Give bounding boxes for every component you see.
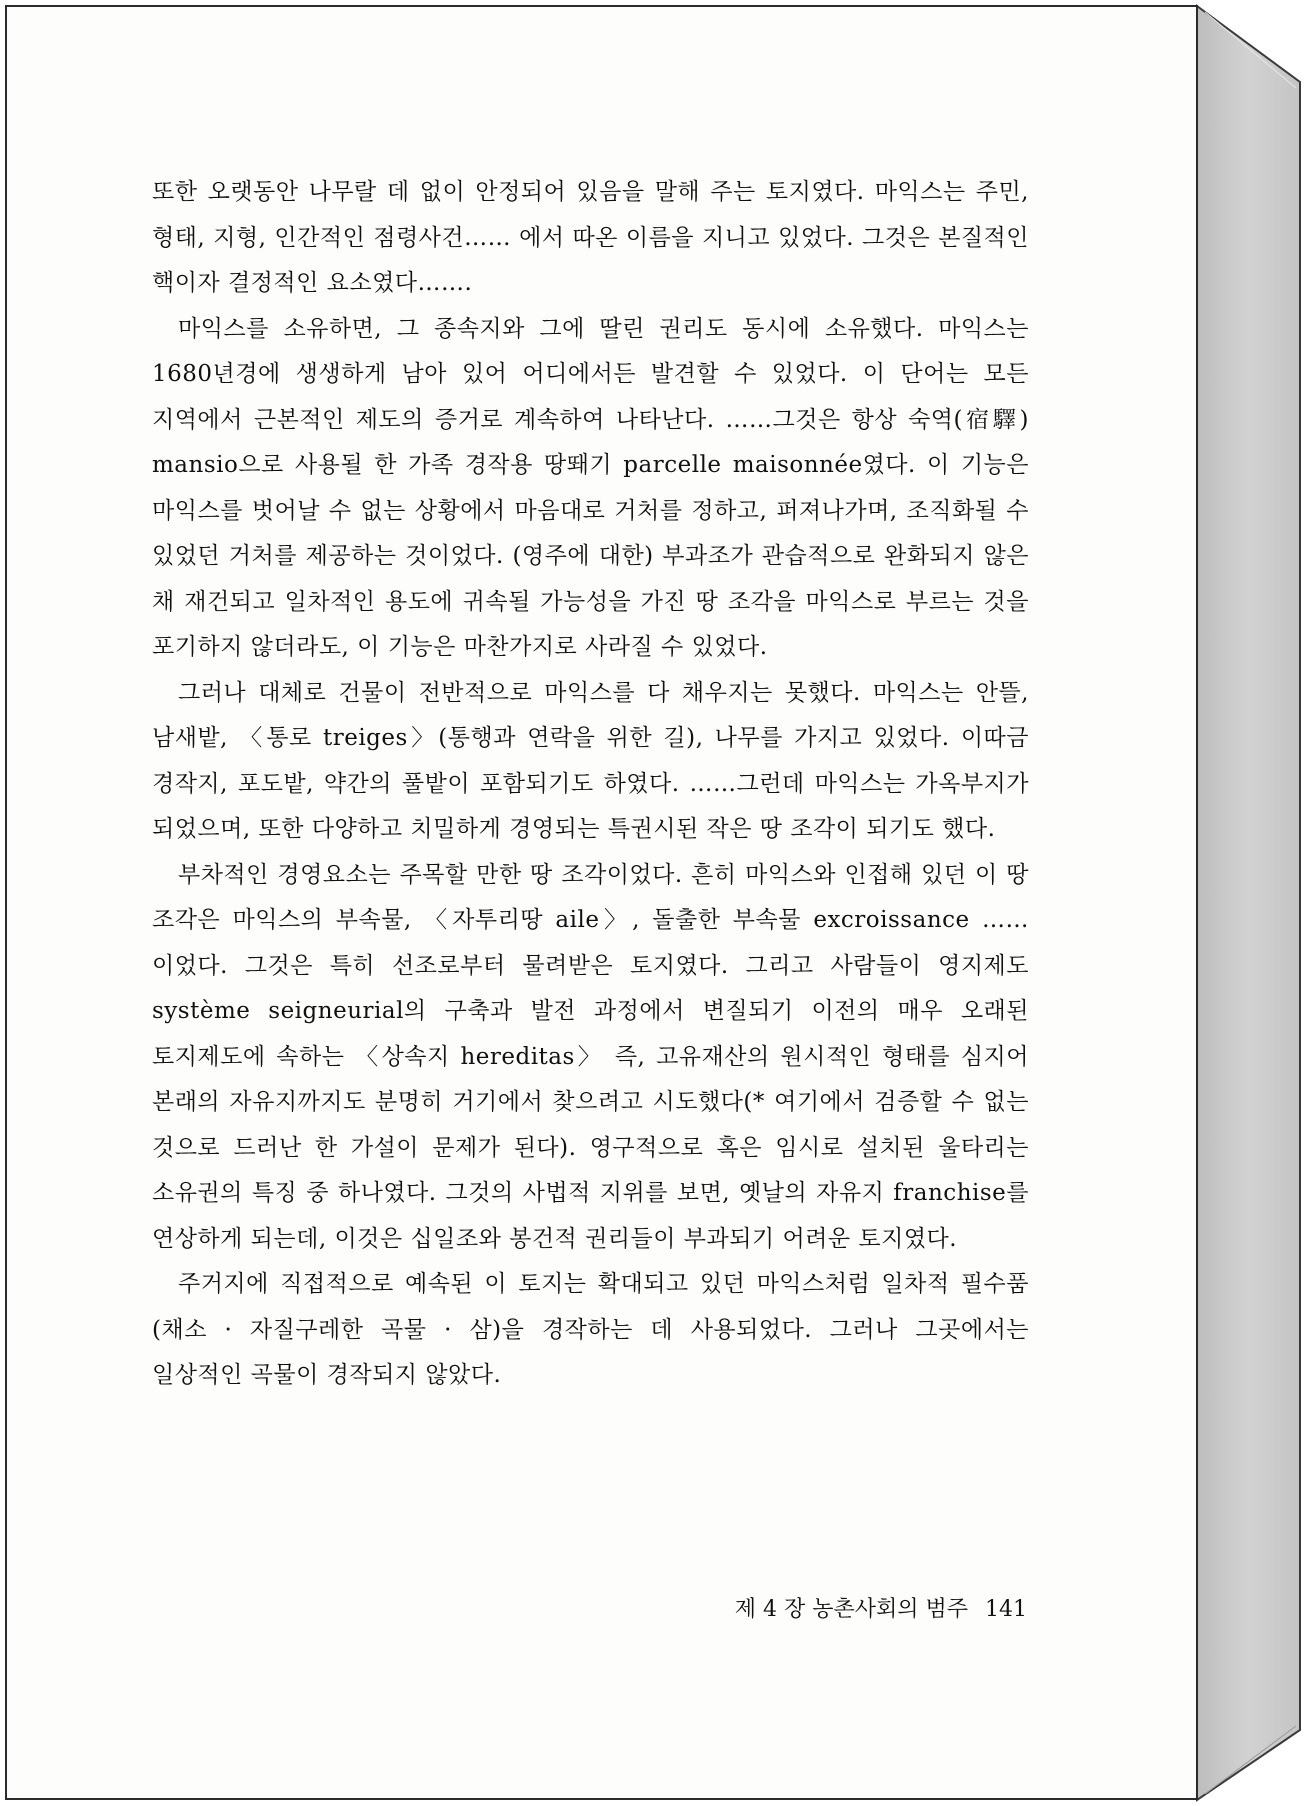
page-body [152, 170, 1029, 1399]
paragraph-1: 또한 오랫동안 나무랄 데 없이 안정되어 있음을 말해 주는 토지였다. 마익스는 주민, 형태, 지형, 인간적인 점령사건…… 에서 따온 이름을 지니고 있었다. 그것은 본질적인 핵이자 결정적인 요소였다……. [152, 179, 1029, 296]
paragraph-2: 마익스를 소유하면, 그 종속지와 그에 딸린 권리도 동시에 소유했다. 마익스는 1680년경에 생생하게 남아 있어 어디에서든 발견할 수 있었다. 이 단어는 모든 지역에서 근본적인 제도의 증거로 계속하여 나타난다. ……그것은 항상 숙역(宿驛) mansio으로 사용될 한 가족 경작용 땅뙈기 parcelle maisonnée였다. 이 기능은 마익스를 벗어날 수 없는 상황에서 마음대로 거처를 정하고, 퍼져나가며, 조직화될 수 있었던 거처를 제공하는 것이었다. (영주에 대한) 부과조가 관습적으로 완화되지 않은 채 재건되고 일차적인 용도에 귀속될 가능성을 가진 땅 조각을 마익스로 부르는 것을 포기하지 않더라도, 이 기능은 마찬가지로 사라질 수 있었다. [152, 315, 1029, 660]
page-number: 141 [985, 1597, 1027, 1622]
paragraph-4: 부차적인 경영요소는 주목할 만한 땅 조각이었다. 흔히 마익스와 인접해 있던 이 땅 조각은 마익스의 부속물, 〈자투리땅 aile〉, 돌출한 부속물 excroissance ……이었다. 그것은 특히 선조로부터 물려받은 토지였다. 그리고 사람들이 영지제도 système seigneurial의 구축과 발전 과정에서 변질되기 이전의 매우 오래된 토지제도에 속하는 〈상속지 hereditas〉 즉, 고유재산의 원시적인 형태를 심지어 본래의 자유지까지도 분명히 거기에서 찾으려고 시도했다(* 여기에서 검증할 수 없는 것으로 드러난 한 가설이 문제가 된다). 영구적으로 혹은 임시로 설치된 울타리는 소유권의 특징 중 하나였다. 그것의 사법적 지위를 보면, 옛날의 자유지 franchise를 연상하게 되는데, 이것은 십일조와 봉건적 권리들이 부과되기 어려운 토지였다. [152, 861, 1029, 1252]
page-footer [700, 1592, 1027, 1623]
chapter-title: 제 4 장 농촌사회의 범주 [734, 1597, 968, 1622]
paragraph-5: 주거지에 직접적으로 예속된 이 토지는 확대되고 있던 마익스처럼 일차적 필수품(채소 · 자질구레한 곡물 · 삼)을 경작하는 데 사용되었다. 그러나 그곳에서는 일상적인 곡물이 경작되지 않았다. [152, 1271, 1029, 1388]
paragraph-3: 그러나 대체로 건물이 전반적으로 마익스를 다 채우지는 못했다. 마익스는 안뜰, 남새밭, 〈통로 treiges〉(통행과 연락을 위한 길), 나무를 가지고 있었다. 이따금 경작지, 포도밭, 약간의 풀밭이 포함되기도 하였다. ……그런데 마익스는 가옥부지가 되었으며, 또한 다양하고 치밀하게 경영되는 특권시된 작은 땅 조각이 되기도 했다. [152, 679, 1029, 842]
book-spine-edge [1197, 6, 1300, 1800]
